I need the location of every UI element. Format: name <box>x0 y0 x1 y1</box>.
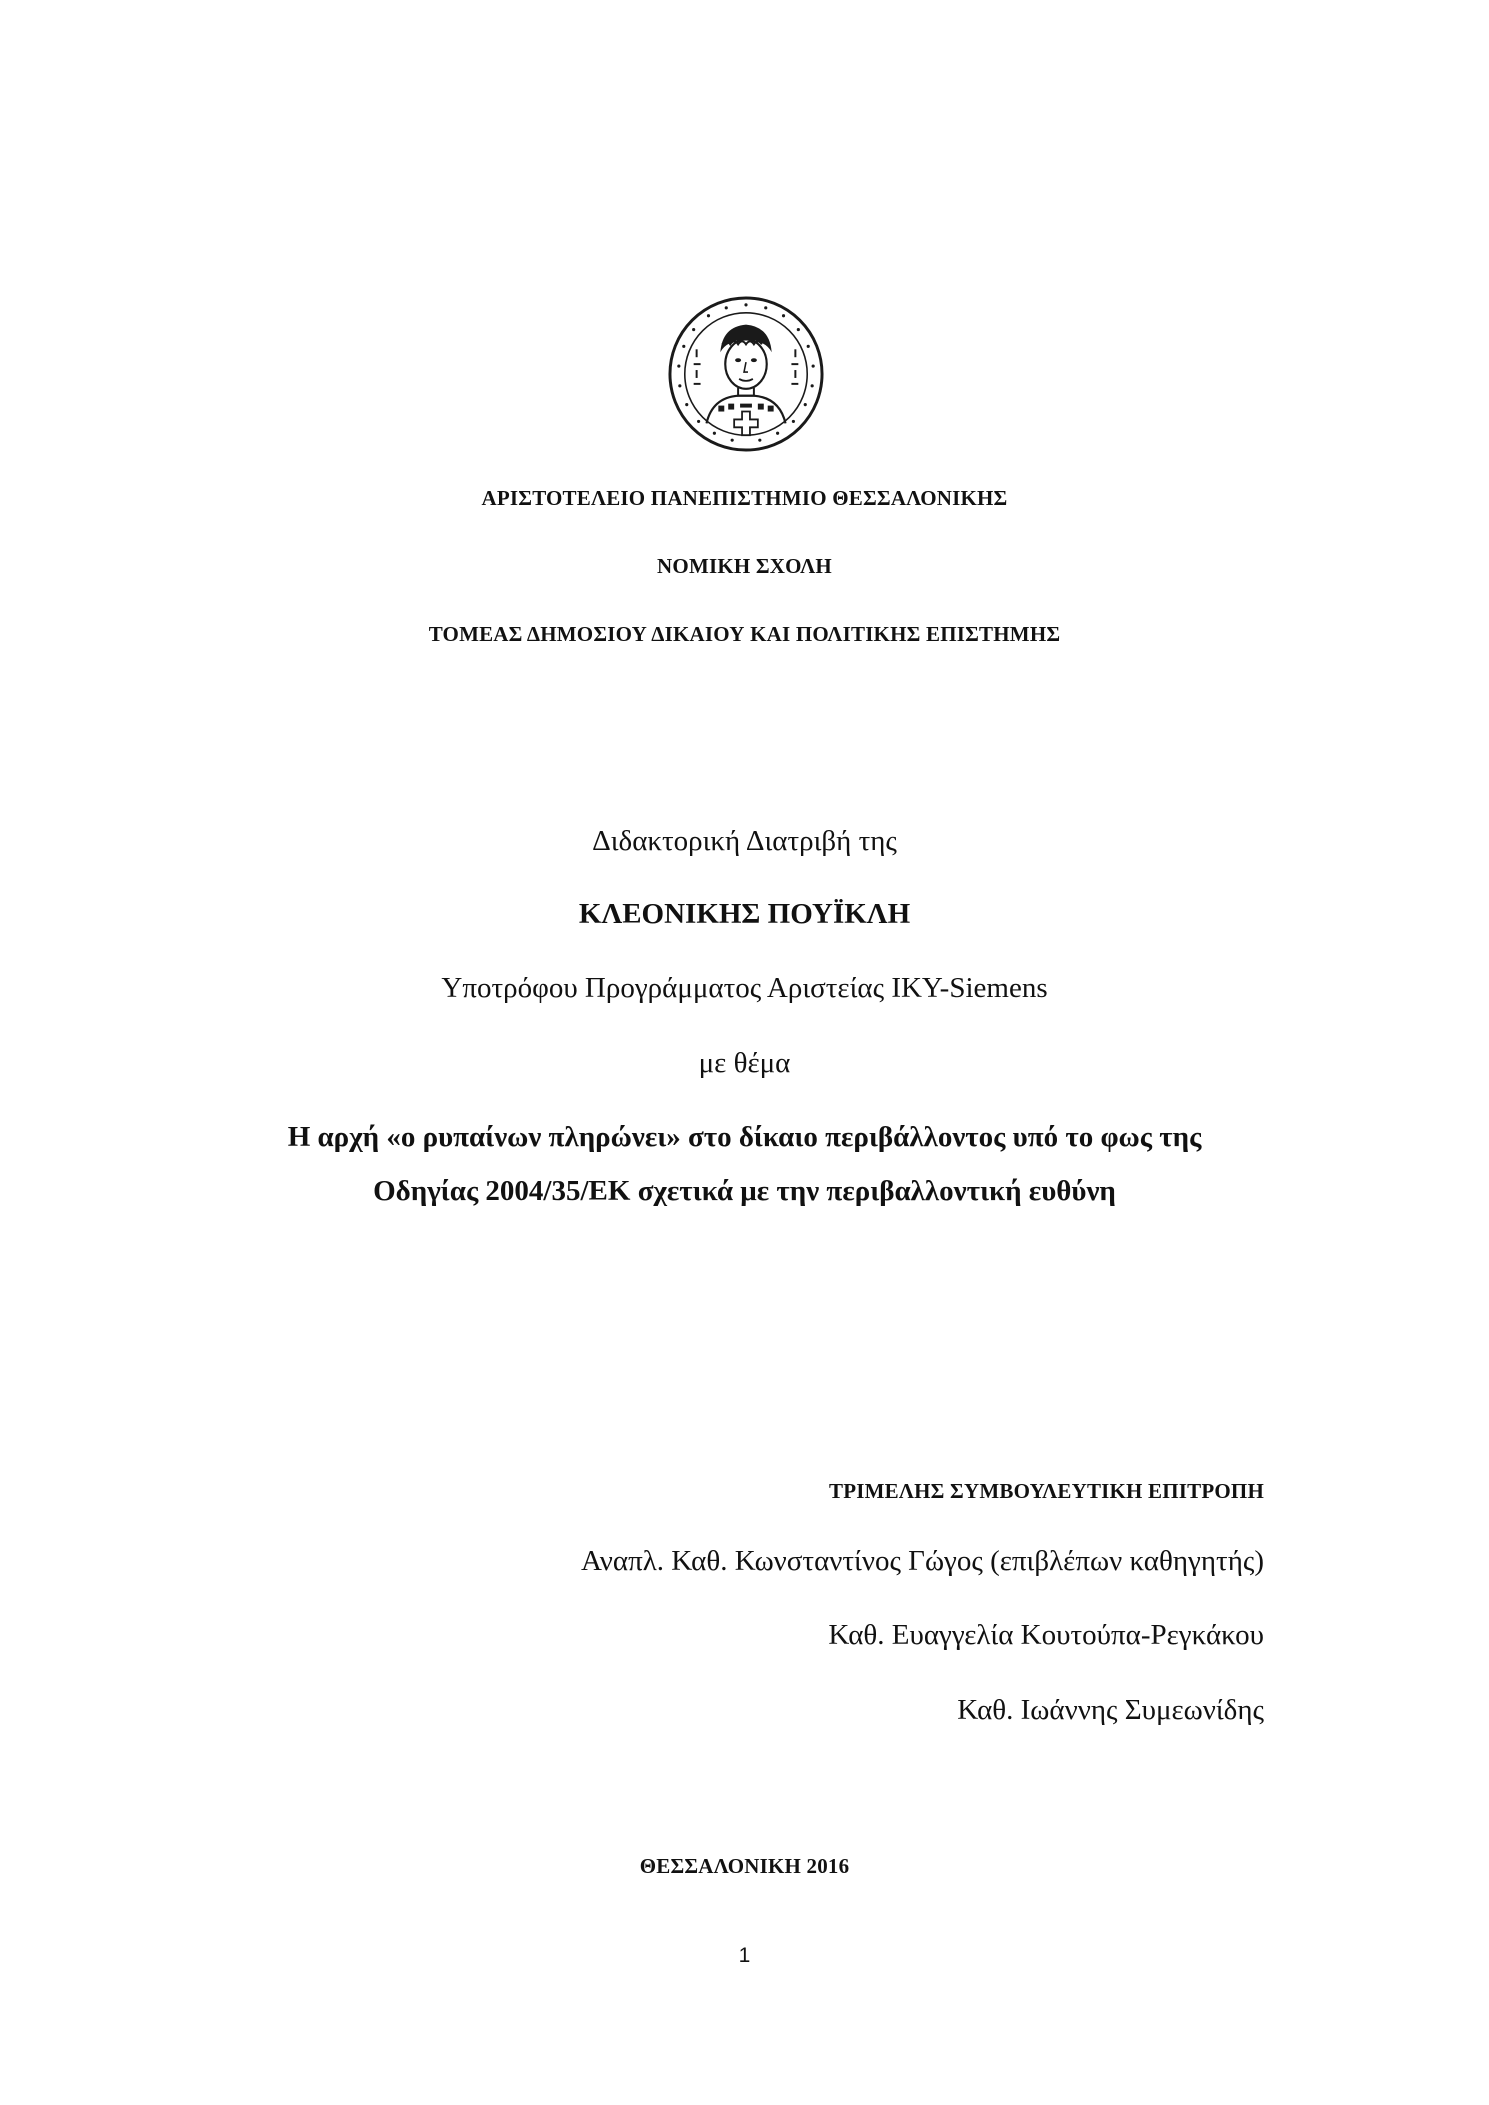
place-and-year: ΘΕΣΣΑΛΟΝΙΚΗ 2016 <box>639 1854 850 1878</box>
thesis-title-line-2: Οδηγίας 2004/35/ΕΚ σχετικά με την περιβαλλοντική ευθύνη <box>373 1175 1116 1207</box>
committee-member: Καθ. Ιωάννης Συμεωνίδης <box>957 1694 1264 1726</box>
department-name: ΤΟΜΕΑΣ ΔΗΜΟΣΙΟΥ ΔΙΚΑΙΟΥ ΚΑΙ ΠΟΛΙΤΙΚΗΣ ΕΠΙΣΤΗΜΗΣ <box>428 622 1061 646</box>
author-name: ΚΛΕΟΝΙΚΗΣ ΠΟΥΪΚΛΗ <box>578 898 911 930</box>
committee-heading: ΤΡΙΜΕΛΗΣ ΣΥΜΒΟΥΛΕΥΤΙΚΗ ΕΠΙΤΡΟΠΗ <box>829 1479 1264 1503</box>
scholarship-line: Υποτρόφου Προγράμματος Αριστείας ΙΚΥ-Siemens <box>441 972 1048 1004</box>
university-name: ΑΡΙΣΤΟΤΕΛΕΙΟ ΠΑΝΕΠΙΣΤΗΜΙΟ ΘΕΣΣΑΛΟΝΙΚΗΣ <box>481 486 1008 510</box>
committee-member: Καθ. Ευαγγελία Κουτούπα-Ρεγκάκου <box>828 1619 1264 1651</box>
school-name: ΝΟΜΙΚΗ ΣΧΟΛΗ <box>657 554 832 578</box>
subject-label: με θέμα <box>698 1047 791 1079</box>
thesis-label: Διδακτορική Διατριβή της <box>592 825 897 857</box>
university-seal-icon <box>667 295 825 453</box>
page-number: 1 <box>738 1944 751 1967</box>
committee-member: Αναπλ. Καθ. Κωνσταντίνος Γώγος (επιβλέπων καθηγητής) <box>580 1545 1264 1577</box>
thesis-title-line-1: Η αρχή «ο ρυπαίνων πληρώνει» στο δίκαιο περιβάλλοντος υπό το φως της <box>287 1121 1202 1153</box>
